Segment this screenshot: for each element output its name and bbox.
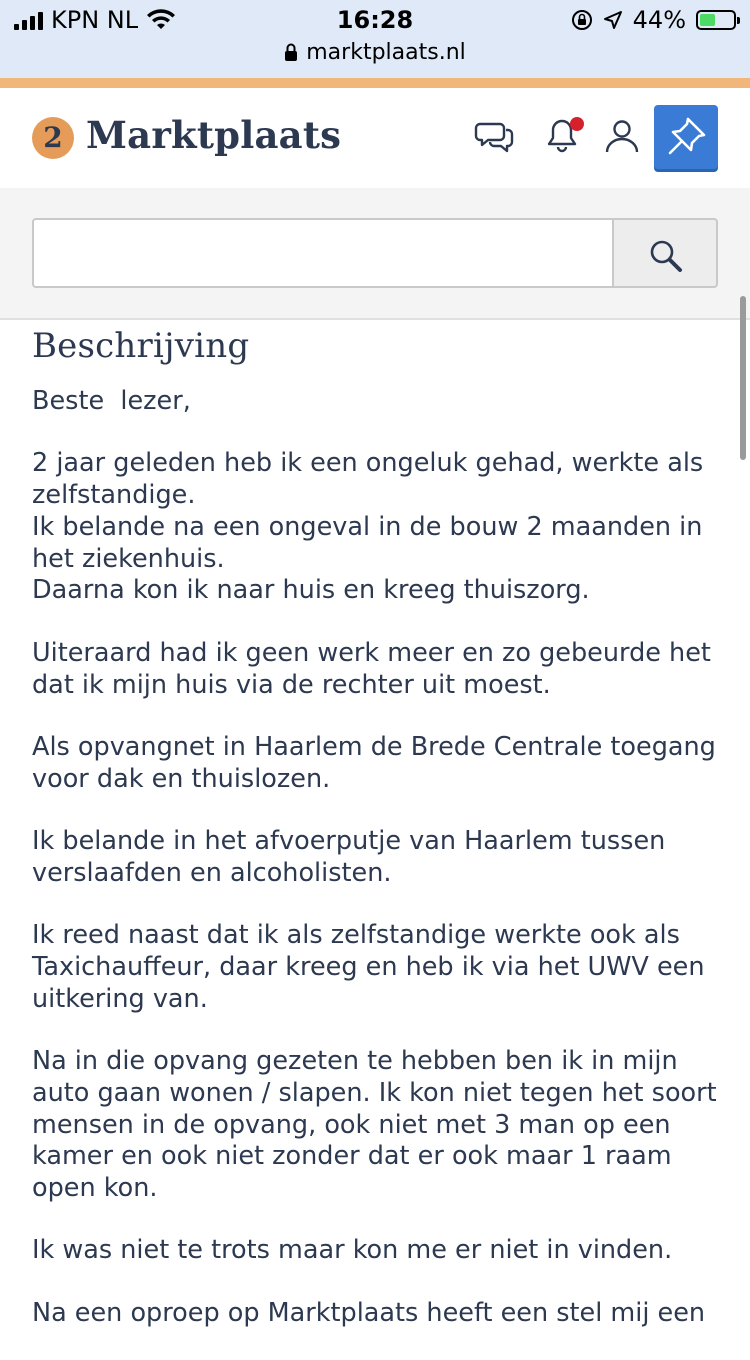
carrier-label: KPN NL xyxy=(51,6,139,34)
pin-icon xyxy=(654,105,718,169)
ad-description xyxy=(32,326,732,1360)
notification-badge xyxy=(570,117,584,131)
description-line: Uiteraard had ik geen werk meer en zo gebeurde het dat ik mijn huis via de rechter uit moest. xyxy=(32,637,720,700)
description-line: Ik reed naast dat ik als zelfstandige werkte ook als Taxichauffeur, daar kreeg en heb ik via het UWV een uitkering van. xyxy=(32,920,713,1014)
description-line: Ik belande in het afvoerputje van Haarlem tussen verslaafden en alcoholisten. xyxy=(32,825,674,888)
search-button[interactable] xyxy=(614,218,718,288)
logo-icon[interactable]: 2 xyxy=(32,117,74,159)
lock-icon xyxy=(284,43,298,61)
accent-bar xyxy=(0,78,750,88)
description-paragraph xyxy=(32,826,732,890)
description-line: Na in die opvang gezeten te hebben ben ik in mijn auto gaan wonen / slapen. Ik kon niet tegen het soort mensen in de opvang, ook niet met 3 man op een kamer en ook niet zonder dat er ook maar 1 raam open kon. xyxy=(32,1045,725,1204)
description-paragraph xyxy=(32,1235,732,1267)
logo-text[interactable]: Marktplaats xyxy=(86,113,342,157)
search-input[interactable] xyxy=(32,218,614,288)
location-icon xyxy=(603,10,623,30)
description-paragraph xyxy=(32,448,732,607)
site-header xyxy=(0,88,750,188)
description-line: Daarna kon ik naar huis en kreeg thuiszorg. xyxy=(32,575,590,606)
battery-icon xyxy=(696,10,736,30)
description-line: Na een oproep op Marktplaats heeft een stel mij een xyxy=(32,1297,706,1328)
status-right xyxy=(571,6,736,34)
description-paragraph xyxy=(32,638,732,702)
place-ad-button[interactable] xyxy=(654,105,718,169)
description-line: Ik belande na een ongeval in de bouw 2 maanden in het ziekenhuis. xyxy=(32,511,711,574)
url-text: marktplaats.nl xyxy=(306,40,466,65)
description-paragraph xyxy=(32,1298,732,1330)
battery-percent: 44% xyxy=(632,6,686,34)
description-paragraph xyxy=(32,920,732,1015)
description-line: 2 jaar geleden heb ik een ongeluk gehad, werkte als zelfstandige. xyxy=(32,448,712,511)
chat-icon[interactable] xyxy=(474,116,514,156)
description-paragraph xyxy=(32,1046,732,1205)
search-icon xyxy=(648,238,684,274)
clock: 16:28 xyxy=(336,6,414,34)
user-icon[interactable] xyxy=(602,116,642,156)
address-bar[interactable] xyxy=(0,40,750,65)
description-line: Als opvangnet in Haarlem de Brede Centrale toegang voor dak en thuislozen. xyxy=(32,731,724,794)
rotation-lock-icon xyxy=(571,9,593,31)
description-body xyxy=(32,386,732,1330)
description-paragraph xyxy=(32,732,732,796)
description-line: Ik was niet te trots maar kon me er niet in vinden. xyxy=(32,1235,673,1266)
scrollbar[interactable] xyxy=(740,296,746,460)
search-bar xyxy=(0,188,750,320)
description-line: Beste lezer, xyxy=(32,386,191,416)
section-title: Beschrijving xyxy=(32,326,250,366)
status-bar xyxy=(0,0,750,78)
description-paragraph xyxy=(32,386,732,418)
